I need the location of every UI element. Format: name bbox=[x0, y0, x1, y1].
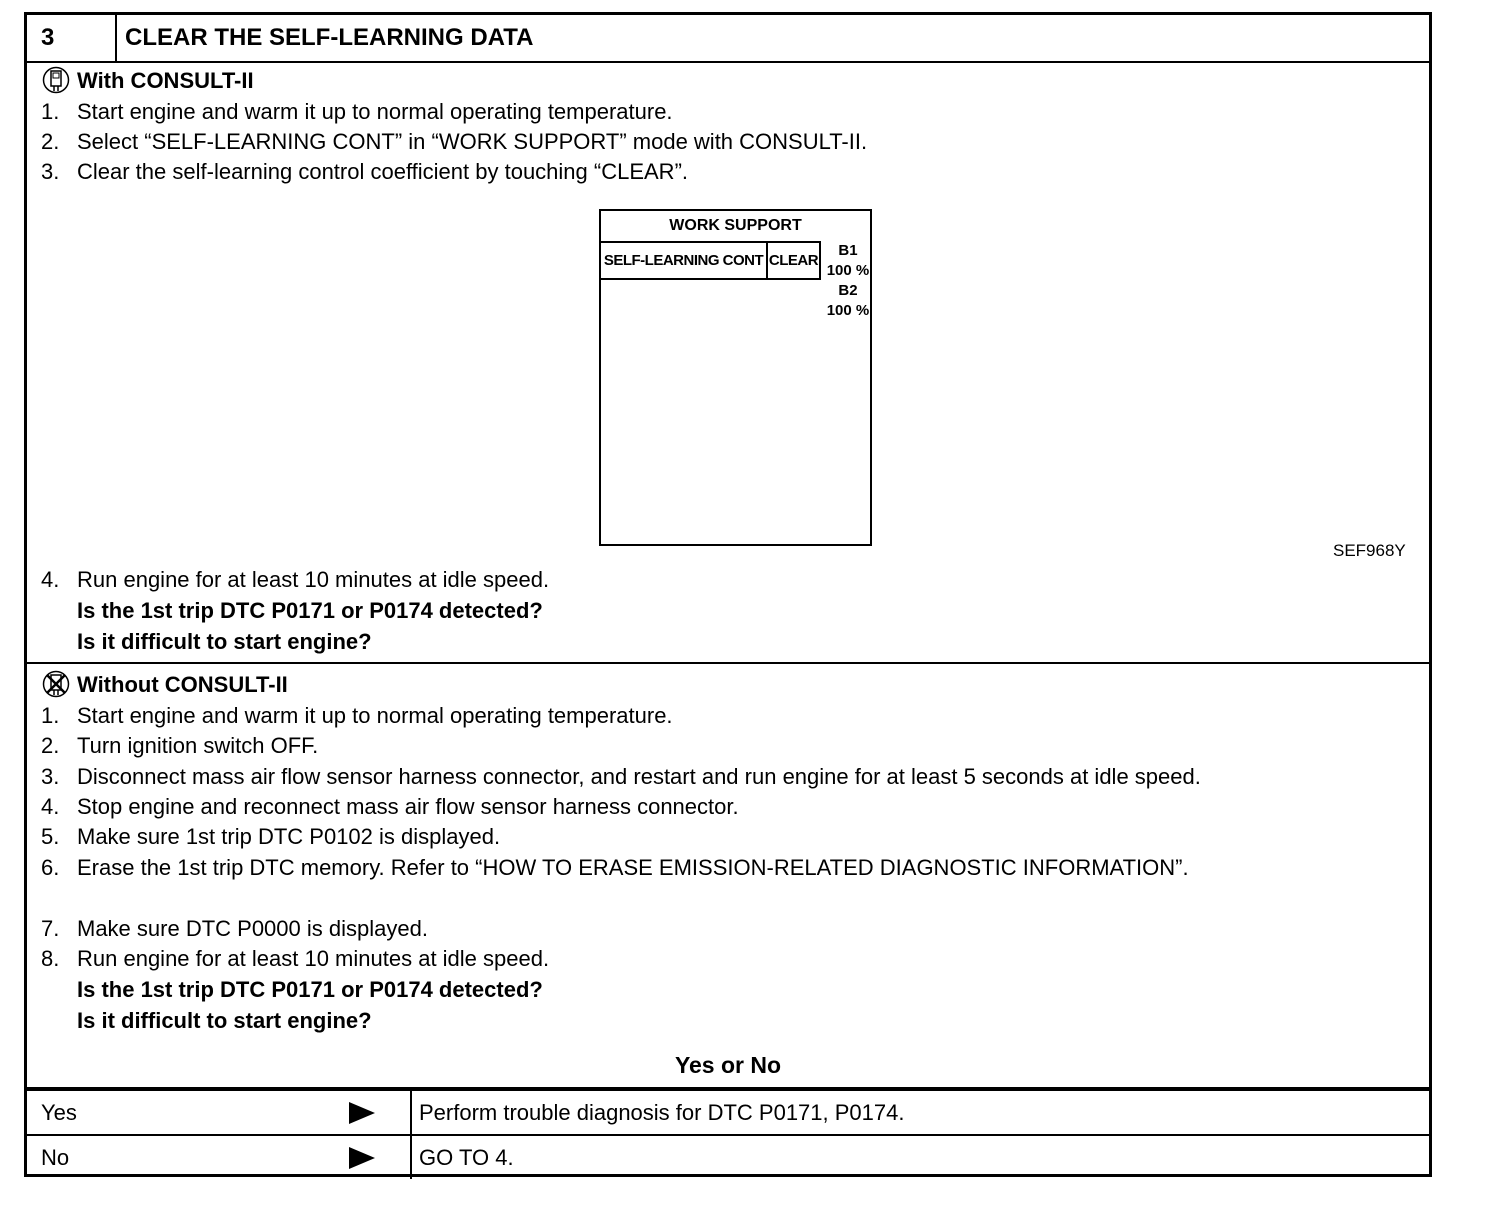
procedure-table bbox=[24, 12, 1432, 1177]
no-tool-icon bbox=[41, 670, 71, 698]
arrow-right-icon bbox=[349, 1102, 375, 1124]
with-consult-heading: With CONSULT-II bbox=[41, 66, 254, 96]
b1-value: 100 % bbox=[826, 262, 870, 279]
arrow-right-icon bbox=[349, 1147, 375, 1169]
with-consult-section bbox=[27, 63, 1429, 664]
screen-title: WORK SUPPORT bbox=[669, 217, 802, 234]
consult-tool-icon bbox=[41, 66, 71, 94]
step-header bbox=[27, 15, 1429, 63]
b1-label: B1 bbox=[838, 242, 858, 259]
answer-no: No bbox=[41, 1145, 70, 1170]
list-item: 4. Stop engine and reconnect mass air flow sensor harness connector. bbox=[41, 794, 739, 819]
question: Is the 1st trip DTC P0171 or P0174 detected? bbox=[77, 598, 543, 623]
list-item: 7. Make sure DTC P0000 is displayed. bbox=[41, 916, 428, 941]
list-item: 1. Start engine and warm it up to normal operating temperature. bbox=[41, 703, 673, 728]
b2-label: B2 bbox=[838, 282, 858, 299]
result-title: Yes or No bbox=[674, 1052, 782, 1078]
answer-yes: Yes bbox=[41, 1100, 77, 1125]
list-item: 4. Run engine for at least 10 minutes at idle speed. bbox=[41, 567, 550, 592]
figure-id: SEF968Y bbox=[1333, 541, 1406, 560]
action-yes: Perform trouble diagnosis for DTC P0171, P0174. bbox=[410, 1091, 904, 1134]
table-row bbox=[27, 1089, 1429, 1134]
step-title: CLEAR THE SELF-LEARNING DATA bbox=[125, 24, 534, 51]
screen-item-row bbox=[601, 241, 821, 280]
list-item: 2. Select “SELF-LEARNING CONT” in “WORK SUPPORT” mode with CONSULT-II. bbox=[41, 129, 868, 154]
question: Is it difficult to start engine? bbox=[77, 1008, 372, 1033]
without-consult-heading: Without CONSULT-II bbox=[41, 670, 288, 700]
table-row bbox=[27, 1134, 1429, 1179]
step-number: 3 bbox=[27, 15, 117, 61]
list-item: 1. Start engine and warm it up to normal operating temperature. bbox=[41, 99, 673, 124]
question: Is the 1st trip DTC P0171 or P0174 detected? bbox=[77, 977, 543, 1002]
list-item: 3. Disconnect mass air flow sensor harness connector, and restart and run engine for at least 5 seconds at idle speed. bbox=[41, 764, 1201, 789]
list-item: 8. Run engine for at least 10 minutes at idle speed. bbox=[41, 946, 550, 971]
consult-screen-figure bbox=[599, 209, 872, 546]
list-item: 3. Clear the self-learning control coefficient by touching “CLEAR”. bbox=[41, 159, 689, 184]
self-learning-label: SELF-LEARNING CONT bbox=[601, 243, 768, 278]
without-consult-section bbox=[27, 664, 1429, 1089]
clear-button[interactable]: CLEAR bbox=[768, 252, 819, 269]
action-no: GO TO 4. bbox=[410, 1136, 514, 1179]
list-item: 2. Turn ignition switch OFF. bbox=[41, 733, 319, 758]
b2-value: 100 % bbox=[826, 302, 870, 319]
question: Is it difficult to start engine? bbox=[77, 629, 372, 654]
list-item: 6. Erase the 1st trip DTC memory. Refer to “HOW TO ERASE EMISSION-RELATED DIAGNOSTIC INFORMATION”. bbox=[41, 855, 1189, 880]
list-item: 5. Make sure 1st trip DTC P0102 is displayed. bbox=[41, 824, 501, 849]
